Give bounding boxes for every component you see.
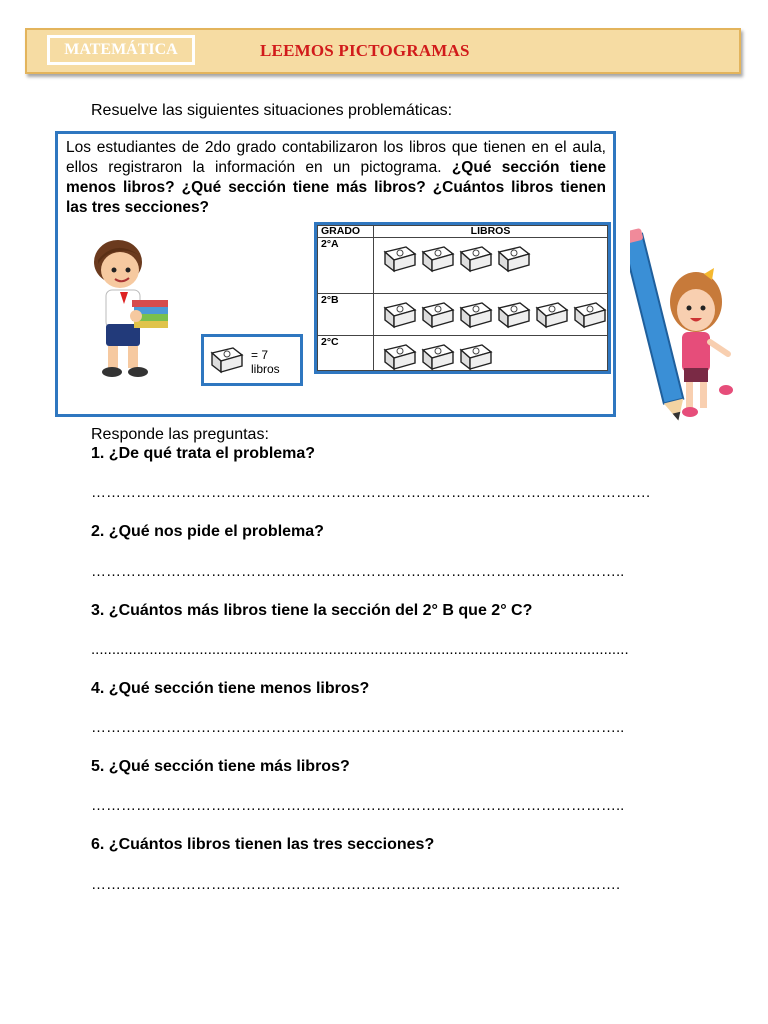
grade-column-header: GRADO: [318, 226, 374, 238]
answer-line-5[interactable]: ……………………………………………………………………………………………..: [91, 797, 625, 814]
answer-line-1[interactable]: ………………………………………………………………………………………………….: [91, 484, 651, 501]
key-value: = 7 libros: [251, 348, 280, 376]
books-column-header: LIBROS: [374, 226, 608, 238]
problem-box: [55, 131, 616, 417]
header-banner: [25, 28, 741, 74]
answer-line-4[interactable]: ……………………………………………………………………………………………..: [91, 719, 625, 736]
book-icon: [382, 244, 418, 274]
book-icon: [458, 342, 494, 372]
row-label-2a: 2°A: [318, 238, 374, 294]
pictogram-table: [314, 222, 611, 374]
book-icon: [572, 300, 608, 330]
problem-text: [66, 138, 606, 218]
book-icon: [458, 300, 494, 330]
book-icon: [382, 300, 418, 330]
book-icon: [496, 244, 532, 274]
problem-statement: Los estudiantes de 2do grado contabilizaron los libros que tienen en el aula, ellos registraron la información en un pictograma.: [66, 139, 606, 176]
pictogram-key: [201, 334, 303, 386]
question-2: 2. ¿Qué nos pide el problema?: [91, 523, 324, 540]
boy-with-books-illustration: [76, 234, 186, 384]
book-icon: [420, 342, 456, 372]
question-4: 4. ¿Qué sección tiene menos libros?: [91, 680, 370, 697]
problem-questions: ¿Qué sección tiene menos libros? ¿Qué sección tiene más libros? ¿Cuántos libros tienen las tres secciones?: [66, 159, 606, 216]
subject-label: MATEMÁTICA: [47, 35, 195, 65]
book-icon: [420, 300, 456, 330]
book-icon: [496, 300, 532, 330]
respond-label: Responde las preguntas:: [91, 426, 269, 443]
book-icon: [209, 345, 245, 375]
instruction-text: Resuelve las siguientes situaciones problemáticas:: [91, 102, 453, 119]
question-1: 1. ¿De qué trata el problema?: [91, 445, 316, 462]
answer-line-6[interactable]: …………………………………………………………………………………………….: [91, 876, 621, 893]
row-label-2b: 2°B: [318, 294, 374, 336]
answer-line-3[interactable]: .................................................................................................................................: [91, 641, 629, 658]
question-3: 3. ¿Cuántos más libros tiene la sección del 2° B que 2° C?: [91, 602, 533, 619]
question-6: 6. ¿Cuántos libros tienen las tres secciones?: [91, 836, 435, 853]
answer-line-2[interactable]: ……………………………………………………………………………………………..: [91, 563, 625, 580]
book-icon: [420, 244, 456, 274]
page-title: LEEMOS PICTOGRAMAS: [260, 41, 470, 60]
book-cell-2c: [374, 336, 608, 371]
book-cell-2a: [374, 238, 608, 294]
question-5: 5. ¿Qué sección tiene más libros?: [91, 758, 350, 775]
book-icon: [458, 244, 494, 274]
book-icon: [382, 342, 418, 372]
book-cell-2b: [374, 294, 608, 336]
girl-with-pencil-illustration: [630, 222, 736, 432]
row-label-2c: 2°C: [318, 336, 374, 371]
book-icon: [534, 300, 570, 330]
